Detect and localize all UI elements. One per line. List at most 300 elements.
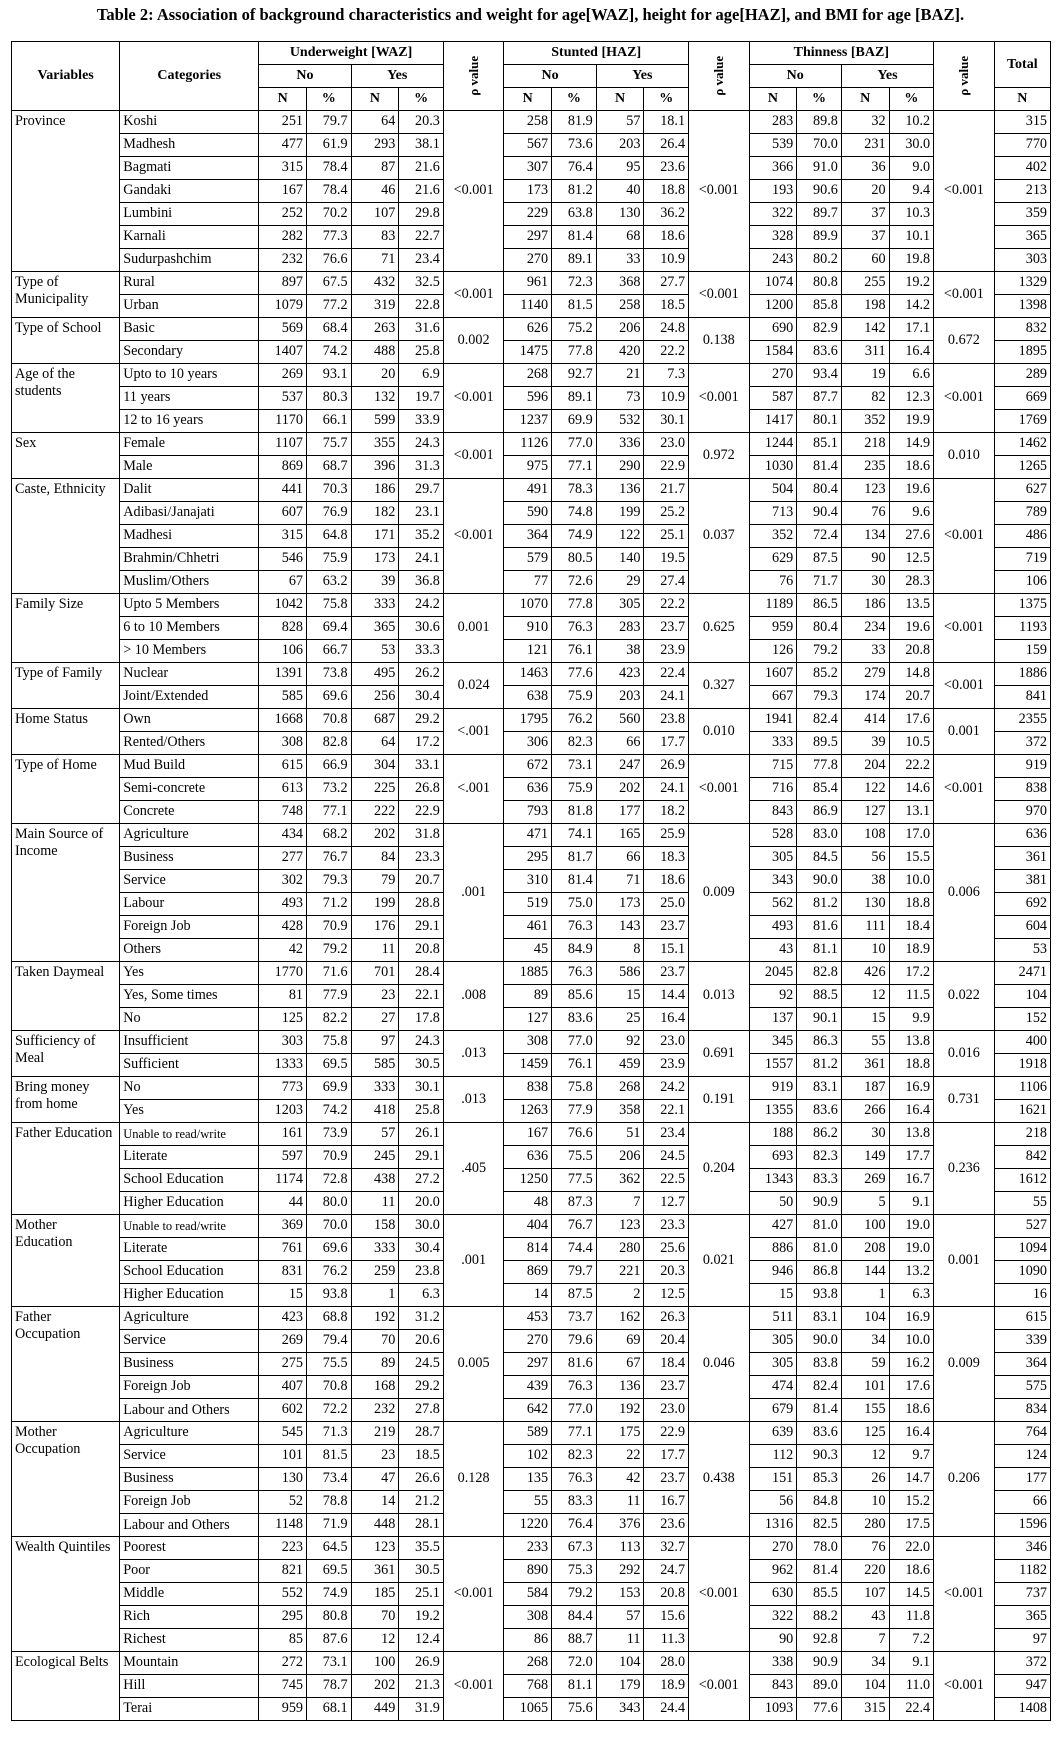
count-cell: 158 [351, 1215, 399, 1238]
percent-cell: 63.8 [552, 203, 597, 226]
count-cell: 55 [841, 1031, 889, 1054]
percent-cell: 9.9 [889, 1008, 934, 1031]
category-cell: Unable to read/write [120, 1215, 259, 1238]
percent-cell: 88.2 [797, 1606, 842, 1629]
percent-cell: 85.5 [797, 1583, 842, 1606]
count-cell: 20 [841, 180, 889, 203]
total-cell: 1106 [994, 1077, 1050, 1100]
p-value-cell: 0.006 [934, 824, 994, 962]
count-cell: 693 [749, 1146, 797, 1169]
count-cell: 297 [504, 1353, 552, 1376]
count-cell: 975 [504, 456, 552, 479]
percent-cell: 16.4 [889, 1100, 934, 1123]
count-cell: 231 [841, 134, 889, 157]
table-row [12, 1169, 1051, 1192]
category-cell: Rural [120, 272, 259, 295]
header-yes: Yes [351, 65, 443, 88]
variable-cell: Taken Daymeal [12, 962, 120, 1031]
category-cell: Karnali [120, 226, 259, 249]
percent-cell: 89.9 [797, 226, 842, 249]
count-cell: 404 [504, 1215, 552, 1238]
category-cell: Service [120, 870, 259, 893]
count-cell: 1107 [259, 433, 307, 456]
count-cell: 125 [259, 1008, 307, 1031]
percent-cell: 83.6 [797, 341, 842, 364]
category-cell: Foreign Job [120, 1491, 259, 1514]
percent-cell: 79.2 [552, 1583, 597, 1606]
percent-cell: 68.8 [307, 1307, 352, 1330]
count-cell: 701 [351, 962, 399, 985]
count-cell: 310 [504, 870, 552, 893]
count-cell: 255 [841, 272, 889, 295]
percent-cell: 14.7 [889, 1468, 934, 1491]
table-row [12, 1307, 1051, 1330]
count-cell: 897 [259, 272, 307, 295]
count-cell: 626 [504, 318, 552, 341]
variable-cell: Type of Municipality [12, 272, 120, 318]
table-row [12, 1353, 1051, 1376]
count-cell: 268 [504, 364, 552, 387]
p-value-cell: <0.001 [443, 433, 503, 479]
percent-cell: 10.9 [644, 387, 689, 410]
count-cell: 10 [841, 1491, 889, 1514]
total-cell: 303 [994, 249, 1050, 272]
percent-cell: 77.8 [552, 341, 597, 364]
percent-cell: 11.8 [889, 1606, 934, 1629]
count-cell: 130 [259, 1468, 307, 1491]
count-cell: 292 [596, 1560, 644, 1583]
count-cell: 10 [841, 939, 889, 962]
count-cell: 1333 [259, 1054, 307, 1077]
count-cell: 176 [351, 916, 399, 939]
count-cell: 690 [749, 318, 797, 341]
percent-cell: 21.7 [644, 479, 689, 502]
count-cell: 1220 [504, 1514, 552, 1537]
total-cell: 838 [994, 778, 1050, 801]
percent-cell: 81.2 [797, 1054, 842, 1077]
header-pct: % [797, 88, 842, 111]
count-cell: 432 [351, 272, 399, 295]
count-cell: 308 [259, 732, 307, 755]
percent-cell: 16.9 [889, 1307, 934, 1330]
count-cell: 42 [596, 1468, 644, 1491]
count-cell: 305 [749, 1330, 797, 1353]
count-cell: 153 [596, 1583, 644, 1606]
count-cell: 155 [841, 1399, 889, 1422]
count-cell: 64 [351, 111, 399, 134]
percent-cell: 76.3 [552, 1468, 597, 1491]
total-cell: 177 [994, 1468, 1050, 1491]
total-cell: 1886 [994, 663, 1050, 686]
percent-cell: 73.1 [307, 1652, 352, 1675]
table-row [12, 1514, 1051, 1537]
category-cell: Poor [120, 1560, 259, 1583]
table-row [12, 1698, 1051, 1721]
table-row [12, 134, 1051, 157]
percent-cell: 90.1 [797, 1008, 842, 1031]
percent-cell: 22.9 [644, 456, 689, 479]
table-row [12, 1399, 1051, 1422]
total-cell: 346 [994, 1537, 1050, 1560]
percent-cell: 17.1 [889, 318, 934, 341]
count-cell: 1475 [504, 341, 552, 364]
count-cell: 90 [841, 548, 889, 571]
count-cell: 528 [749, 824, 797, 847]
total-cell: 770 [994, 134, 1050, 157]
percent-cell: 78.4 [307, 157, 352, 180]
count-cell: 171 [351, 525, 399, 548]
percent-cell: 12.5 [889, 548, 934, 571]
percent-cell: 79.7 [307, 111, 352, 134]
percent-cell: 14.5 [889, 1583, 934, 1606]
count-cell: 277 [259, 847, 307, 870]
percent-cell: 18.6 [644, 226, 689, 249]
count-cell: 97 [351, 1031, 399, 1054]
percent-cell: 9.0 [889, 157, 934, 180]
count-cell: 220 [841, 1560, 889, 1583]
header-n: N [596, 88, 644, 111]
count-cell: 32 [841, 111, 889, 134]
percent-cell: 22.7 [399, 226, 444, 249]
table-row [12, 1215, 1051, 1238]
count-cell: 252 [259, 203, 307, 226]
table-row [12, 778, 1051, 801]
percent-cell: 66.1 [307, 410, 352, 433]
percent-cell: 28.0 [644, 1652, 689, 1675]
percent-cell: 77.0 [552, 433, 597, 456]
count-cell: 295 [504, 847, 552, 870]
count-cell: 161 [259, 1123, 307, 1146]
percent-cell: 23.7 [644, 916, 689, 939]
percent-cell: 15.2 [889, 1491, 934, 1514]
count-cell: 919 [749, 1077, 797, 1100]
total-cell: 615 [994, 1307, 1050, 1330]
percent-cell: 82.4 [797, 1376, 842, 1399]
count-cell: 219 [351, 1422, 399, 1445]
count-cell: 53 [351, 640, 399, 663]
percent-cell: 70.9 [307, 916, 352, 939]
percent-cell: 6.3 [399, 1284, 444, 1307]
percent-cell: 27.4 [644, 571, 689, 594]
percent-cell: 69.5 [307, 1054, 352, 1077]
percent-cell: 20.4 [644, 1330, 689, 1353]
count-cell: 420 [596, 341, 644, 364]
count-cell: 34 [841, 1652, 889, 1675]
count-cell: 315 [259, 525, 307, 548]
count-cell: 748 [259, 801, 307, 824]
count-cell: 1795 [504, 709, 552, 732]
percent-cell: 18.8 [644, 180, 689, 203]
p-value-cell: <.001 [443, 709, 503, 755]
percent-cell: 33.3 [399, 640, 444, 663]
count-cell: 56 [749, 1491, 797, 1514]
variable-cell: Father Education [12, 1123, 120, 1215]
total-cell: 124 [994, 1445, 1050, 1468]
count-cell: 1065 [504, 1698, 552, 1721]
count-cell: 459 [596, 1054, 644, 1077]
percent-cell: 20.7 [889, 686, 934, 709]
count-cell: 22 [596, 1445, 644, 1468]
count-cell: 12 [351, 1629, 399, 1652]
table-row [12, 571, 1051, 594]
percent-cell: 23.7 [644, 617, 689, 640]
percent-cell: 79.2 [307, 939, 352, 962]
p-value-cell: <0.001 [689, 755, 749, 824]
total-cell: 2355 [994, 709, 1050, 732]
percent-cell: 22.8 [399, 295, 444, 318]
percent-cell: 81.4 [552, 226, 597, 249]
count-cell: 223 [259, 1537, 307, 1560]
count-cell: 418 [351, 1100, 399, 1123]
percent-cell: 82.2 [307, 1008, 352, 1031]
variable-cell: Family Size [12, 594, 120, 663]
count-cell: 282 [259, 226, 307, 249]
count-cell: 423 [596, 663, 644, 686]
count-cell: 368 [596, 272, 644, 295]
percent-cell: 17.5 [889, 1514, 934, 1537]
percent-cell: 77.8 [797, 755, 842, 778]
p-value-cell: 0.327 [689, 663, 749, 709]
count-cell: 607 [259, 502, 307, 525]
total-cell: 1182 [994, 1560, 1050, 1583]
category-cell: School Education [120, 1261, 259, 1284]
count-cell: 127 [504, 1008, 552, 1031]
count-cell: 843 [749, 801, 797, 824]
table-row [12, 1031, 1051, 1054]
category-cell: Insufficient [120, 1031, 259, 1054]
percent-cell: 76.6 [552, 1123, 597, 1146]
table-row [12, 1054, 1051, 1077]
percent-cell: 27.6 [889, 525, 934, 548]
count-cell: 203 [596, 134, 644, 157]
percent-cell: 77.2 [307, 295, 352, 318]
category-cell: No [120, 1077, 259, 1100]
percent-cell: 88.7 [552, 1629, 597, 1652]
percent-cell: 36.8 [399, 571, 444, 594]
total-cell: 1408 [994, 1698, 1050, 1721]
count-cell: 173 [596, 893, 644, 916]
count-cell: 82 [841, 387, 889, 410]
category-cell: Mountain [120, 1652, 259, 1675]
table-row [12, 548, 1051, 571]
percent-cell: 26.9 [399, 1652, 444, 1675]
count-cell: 308 [504, 1031, 552, 1054]
percent-cell: 75.9 [552, 686, 597, 709]
percent-cell: 33.1 [399, 755, 444, 778]
count-cell: 266 [841, 1100, 889, 1123]
count-cell: 636 [504, 778, 552, 801]
header-yes: Yes [596, 65, 688, 88]
p-value-cell: .001 [443, 1215, 503, 1307]
percent-cell: 77.8 [552, 594, 597, 617]
p-value-cell: 0.010 [934, 433, 994, 479]
category-cell: No [120, 1008, 259, 1031]
header-stunted: Stunted [HAZ] [504, 42, 689, 65]
percent-cell: 13.8 [889, 1123, 934, 1146]
count-cell: 71 [596, 870, 644, 893]
percent-cell: 81.9 [552, 111, 597, 134]
count-cell: 305 [749, 1353, 797, 1376]
percent-cell: 87.7 [797, 387, 842, 410]
total-cell: 842 [994, 1146, 1050, 1169]
percent-cell: 17.7 [889, 1146, 934, 1169]
percent-cell: 24.3 [399, 433, 444, 456]
count-cell: 56 [841, 847, 889, 870]
percent-cell: 76.2 [552, 709, 597, 732]
count-cell: 366 [749, 157, 797, 180]
count-cell: 15 [259, 1284, 307, 1307]
percent-cell: 69.9 [307, 1077, 352, 1100]
p-value-cell: 0.204 [689, 1123, 749, 1215]
count-cell: 426 [841, 962, 889, 985]
count-cell: 27 [351, 1008, 399, 1031]
count-cell: 280 [841, 1514, 889, 1537]
percent-cell: 20.8 [399, 939, 444, 962]
table-row [12, 157, 1051, 180]
count-cell: 438 [351, 1169, 399, 1192]
percent-cell: 80.4 [797, 479, 842, 502]
percent-cell: 89.5 [797, 732, 842, 755]
category-cell: Poorest [120, 1537, 259, 1560]
percent-cell: 19.6 [889, 617, 934, 640]
count-cell: 886 [749, 1238, 797, 1261]
table-row [12, 1146, 1051, 1169]
total-cell: 1612 [994, 1169, 1050, 1192]
count-cell: 1170 [259, 410, 307, 433]
percent-cell: 82.5 [797, 1514, 842, 1537]
count-cell: 1070 [504, 594, 552, 617]
count-cell: 414 [841, 709, 889, 732]
percent-cell: 30.1 [644, 410, 689, 433]
count-cell: 104 [596, 1652, 644, 1675]
p-value-cell: <0.001 [689, 364, 749, 433]
count-cell: 37 [841, 203, 889, 226]
count-cell: 590 [504, 502, 552, 525]
percent-cell: 92.8 [797, 1629, 842, 1652]
percent-cell: 9.1 [889, 1192, 934, 1215]
percent-cell: 73.7 [552, 1307, 597, 1330]
percent-cell: 30.5 [399, 1054, 444, 1077]
percent-cell: 14.9 [889, 433, 934, 456]
percent-cell: 81.8 [552, 801, 597, 824]
percent-cell: 77.9 [552, 1100, 597, 1123]
percent-cell: 76.1 [552, 640, 597, 663]
percent-cell: 32.5 [399, 272, 444, 295]
percent-cell: 79.4 [307, 1330, 352, 1353]
category-cell: 11 years [120, 387, 259, 410]
category-cell: Koshi [120, 111, 259, 134]
count-cell: 336 [596, 433, 644, 456]
table-row [12, 709, 1051, 732]
count-cell: 1885 [504, 962, 552, 985]
count-cell: 186 [841, 594, 889, 617]
category-cell: Higher Education [120, 1284, 259, 1307]
p-value-cell: <0.001 [443, 479, 503, 594]
percent-cell: 19.9 [889, 410, 934, 433]
table-row [12, 962, 1051, 985]
header-total-n: N [994, 88, 1050, 111]
percent-cell: 9.1 [889, 1652, 934, 1675]
percent-cell: 76.3 [552, 1376, 597, 1399]
count-cell: 60 [841, 249, 889, 272]
percent-cell: 24.2 [399, 594, 444, 617]
count-cell: 11 [351, 939, 399, 962]
count-cell: 104 [841, 1675, 889, 1698]
p-value-cell: 0.191 [689, 1077, 749, 1123]
table-row [12, 180, 1051, 203]
count-cell: 25 [596, 1008, 644, 1031]
percent-cell: 18.3 [644, 847, 689, 870]
table-row [12, 985, 1051, 1008]
header-yes: Yes [841, 65, 933, 88]
count-cell: 30 [841, 1123, 889, 1146]
percent-cell: 16.4 [889, 1422, 934, 1445]
count-cell: 42 [259, 939, 307, 962]
count-cell: 179 [596, 1675, 644, 1698]
percent-cell: 80.8 [797, 272, 842, 295]
count-cell: 333 [351, 1238, 399, 1261]
percent-cell: 13.5 [889, 594, 934, 617]
percent-cell: 73.9 [307, 1123, 352, 1146]
total-cell: 1462 [994, 433, 1050, 456]
percent-cell: 71.7 [797, 571, 842, 594]
percent-cell: 80.8 [307, 1606, 352, 1629]
percent-cell: 76.1 [552, 1054, 597, 1077]
percent-cell: 29.2 [399, 709, 444, 732]
total-cell: 1769 [994, 410, 1050, 433]
count-cell: 679 [749, 1399, 797, 1422]
category-cell: Business [120, 1468, 259, 1491]
percent-cell: 76.7 [307, 847, 352, 870]
percent-cell: 70.9 [307, 1146, 352, 1169]
count-cell: 761 [259, 1238, 307, 1261]
total-cell: 486 [994, 525, 1050, 548]
total-cell: 1918 [994, 1054, 1050, 1077]
category-cell: Rented/Others [120, 732, 259, 755]
table-title: Table 2: Association of background characteristics and weight for age[WAZ], height for age[HAZ], and BMI for age [BAZ]. [96, 5, 965, 24]
percent-cell: 81.4 [797, 1560, 842, 1583]
count-cell: 597 [259, 1146, 307, 1169]
total-cell: 1193 [994, 617, 1050, 640]
percent-cell: 21.6 [399, 180, 444, 203]
count-cell: 585 [351, 1054, 399, 1077]
percent-cell: 14.2 [889, 295, 934, 318]
count-cell: 66 [596, 732, 644, 755]
header-p-value-waz: ρ value [443, 42, 503, 111]
percent-cell: 91.0 [797, 157, 842, 180]
count-cell: 423 [259, 1307, 307, 1330]
percent-cell: 17.6 [889, 709, 934, 732]
percent-cell: 80.3 [307, 387, 352, 410]
percent-cell: 72.3 [552, 272, 597, 295]
count-cell: 243 [749, 249, 797, 272]
table-row [12, 1491, 1051, 1514]
percent-cell: 23.3 [644, 1215, 689, 1238]
count-cell: 57 [596, 1606, 644, 1629]
count-cell: 504 [749, 479, 797, 502]
percent-cell: 30.4 [399, 1238, 444, 1261]
p-value-cell: 0.016 [934, 1031, 994, 1077]
percent-cell: 61.9 [307, 134, 352, 157]
p-value-cell: 0.128 [443, 1422, 503, 1537]
total-cell: 970 [994, 801, 1050, 824]
count-cell: 256 [351, 686, 399, 709]
percent-cell: 23.9 [644, 1054, 689, 1077]
table-row [12, 295, 1051, 318]
count-cell: 258 [596, 295, 644, 318]
p-value-cell: 0.625 [689, 594, 749, 663]
count-cell: 247 [596, 755, 644, 778]
